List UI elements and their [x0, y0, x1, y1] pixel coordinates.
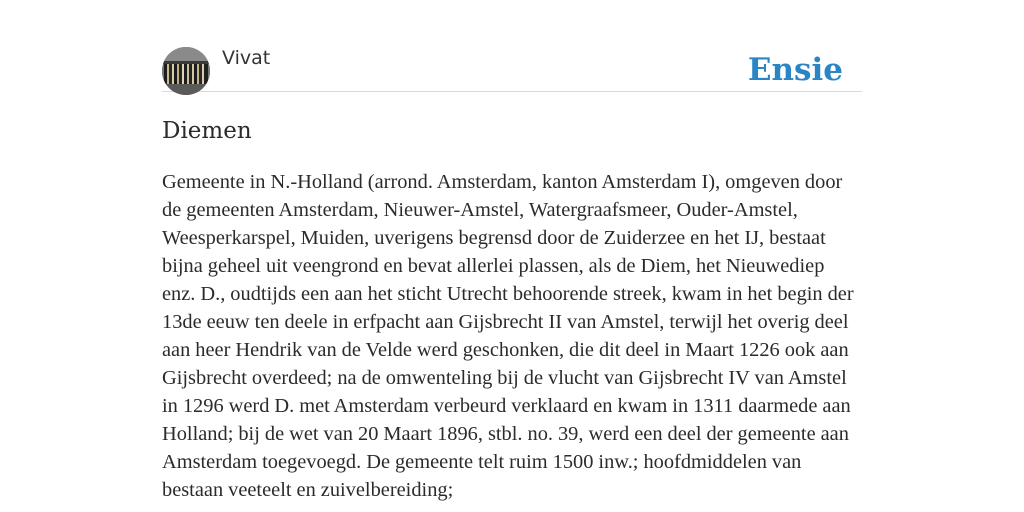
- article-page: [162, 0, 862, 512]
- ensie-logo-link[interactable]: Ensie: [747, 52, 843, 88]
- bookshelf-avatar-icon: [162, 47, 210, 95]
- author-name-link[interactable]: Vivat: [222, 47, 271, 69]
- author-avatar[interactable]: [162, 47, 210, 95]
- article-title: Diemen: [162, 118, 252, 144]
- article-header: [162, 46, 862, 92]
- article-body: Gemeente in N.-Holland (arrond. Amsterdam, kanton Amsterdam I), omgeven door de gemeenten Amsterdam, Nieuwer-Amstel, Watergraafsmeer, Ouder-Amstel, Weesperkarspel, Muiden, uverigens begrensd door de Zuiderzee en het IJ, bestaat bijna geheel uit veengrond en bevat allerlei plassen, als de Diem, het Nieuwediep enz. D., oudtijds een aan het sticht Utrecht behoorende streek, kwam in het begin der 13de eeuw ten deele in erfpacht aan Gijsbrecht II van Amstel, terwijl het overig deel aan heer Hendrik van de Velde werd geschonken, die dit deel in Maart 1226 ook aan Gijsbrecht overdeed; na de omwenteling bij de vlucht van Gijsbrecht IV van Amstel in 1296 werd D. met Amsterdam verbeurd verklaard en kwam in 1311 daarmede aan Holland; bij de wet van 20 Maart 1896, stbl. no. 39, werd een deel der gemeente aan Amsterdam toegevoegd. De gemeente telt ruim 1500 inw.; hoofdmiddelen van bestaan veeteelt en zuivelbereiding;: [162, 171, 854, 501]
